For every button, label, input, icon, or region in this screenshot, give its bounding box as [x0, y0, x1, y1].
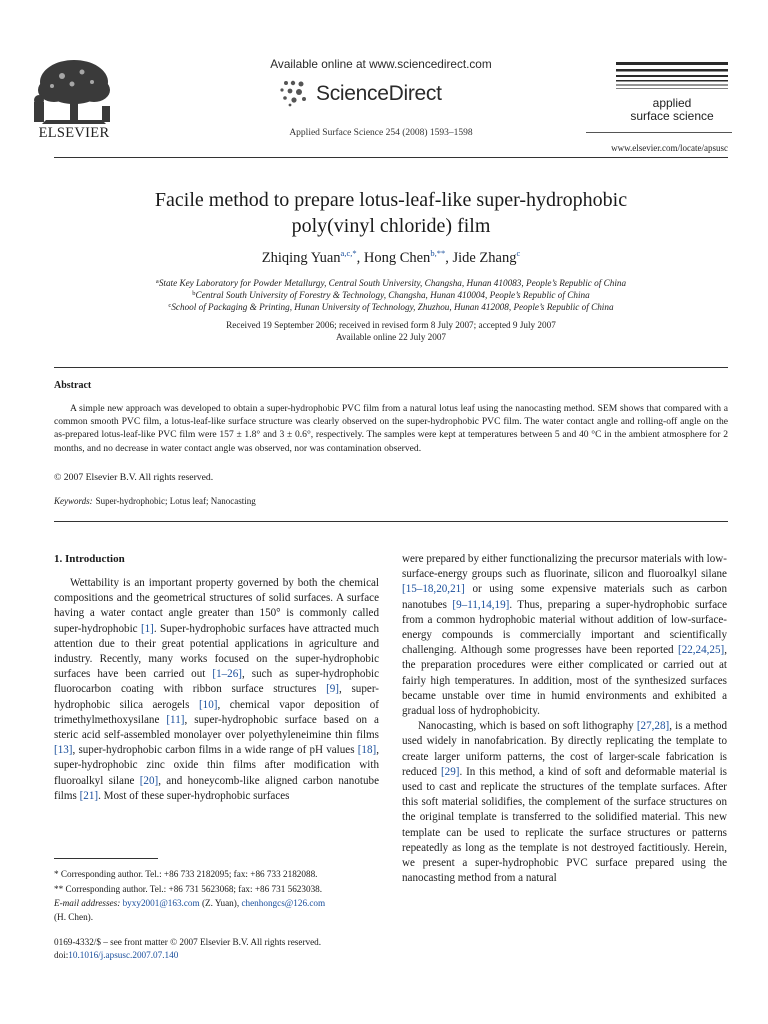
citation-link[interactable]: [18]: [357, 744, 377, 757]
doi-label: doi:: [54, 950, 69, 960]
keywords-text: Super-hydrophobic; Lotus leaf; Nanocasting: [95, 496, 256, 506]
citation-link[interactable]: [29]: [440, 765, 460, 778]
paragraph-text: Nanocasting, which is based on soft lithography: [418, 720, 637, 733]
email-label: E-mail addresses:: [54, 898, 121, 908]
abstract-copyright: © 2007 Elsevier B.V. All rights reserved.: [54, 472, 214, 483]
available-online-text[interactable]: Available online at www.sciencedirect.com: [270, 57, 492, 71]
author-affiliation-mark[interactable]: c: [516, 248, 521, 258]
affiliation-mark: c: [168, 302, 172, 309]
abstract-divider-top: [54, 367, 728, 368]
paragraph-text: . In this method, a kind of soft and deformable material is used to cast and replicate the structures of the template surfaces. After this soft material solidifies, the complement of the surface structures on the original template is transferred to the solidified material. This new template can be used to replicate the surface structures or patterns repeatedly as long as the template is not destroyed factitiously. Herein, we present a super-hydrophobic PVC surface prepared using the nanocasting method from a natural: [402, 765, 727, 885]
paragraph: [54, 576, 379, 804]
paragraph-text: , super-hydrophobic zinc oxide thin films after modification with fluoroalkyl silane: [54, 744, 379, 787]
paragraph-text: . Thus, preparing a super-hydrophobic surface from a common hydrophobic material without addition of low-surface-energy compounds is commercially important and scientifically challenging. Although some progresses have been reported: [402, 598, 727, 657]
author-affiliation-mark[interactable]: a,c,*: [340, 248, 357, 258]
footnote-divider: [54, 858, 158, 859]
affiliation-b: [54, 290, 728, 300]
available-online-date: Available online 22 July 2007: [335, 332, 447, 342]
affiliation-c: [54, 302, 728, 312]
article-title-line1: Facile method to prepare lotus-leaf-like super-hydrophobic: [154, 189, 628, 211]
paragraph-text: , chemical vapor deposition of trimethylmethoxysilane: [54, 698, 379, 726]
author-name: Jide Zhang: [452, 250, 517, 266]
paragraph-text: , super-hydrophobic silica aerogels: [54, 683, 379, 711]
email-link[interactable]: chenhongcs@126.com: [241, 898, 326, 908]
affiliation-text: School of Packaging & Printing, Hunan University of Technology, Zhuzhou, Hunan 412008, People’s Republic of China: [171, 302, 614, 312]
citation-link[interactable]: [11]: [166, 713, 185, 726]
sciencedirect-wordmark: ScienceDirect: [316, 82, 442, 105]
citation-link[interactable]: [27,28]: [636, 720, 670, 733]
article-title-line2: poly(vinyl chloride) film: [291, 215, 491, 237]
citation-link[interactable]: [9]: [326, 683, 339, 696]
author-list: [54, 248, 728, 267]
paragraph-text: . Most of these super-hydrophobic surfaces: [98, 789, 290, 802]
journal-url-link[interactable]: www.elsevier.com/locate/apsusc: [611, 143, 728, 153]
citation-link[interactable]: [10]: [198, 698, 218, 711]
paragraph: [402, 552, 727, 719]
email-link[interactable]: byxy2001@163.com: [122, 898, 200, 908]
abstract-divider-bottom: [54, 521, 728, 522]
elsevier-wordmark: ELSEVIER: [38, 125, 110, 141]
right-column: [402, 552, 727, 886]
doi-link[interactable]: 10.1016/j.apsusc.2007.07.140: [68, 950, 179, 960]
citation-link[interactable]: [20]: [139, 774, 159, 787]
author-affiliation-mark[interactable]: b,**: [430, 248, 446, 258]
paragraph-text: or using some expensive materials such as carbon nanotubes: [402, 583, 727, 611]
abstract-heading: Abstract: [54, 380, 92, 391]
footnote-emails: [54, 897, 384, 909]
issn-line: 0169-4332/$ – see front matter © 2007 Elsevier B.V. All rights reserved.: [54, 937, 322, 947]
citation-link[interactable]: [1]: [140, 622, 154, 635]
keywords: [54, 496, 256, 506]
sciencedirect-dots-icon: [276, 79, 316, 107]
author-name: Hong Chen: [363, 250, 431, 266]
paragraph-text: Wettability is an important property governed by both the chemical compositions and the geometrical structures of solid surfaces. A surface having a water contact angle greater than 150° is commonly called super-hydrophobic: [54, 577, 379, 635]
paragraph-text: , is a method used widely in nanofabrication. By directly replicating the template to create larger uniform patterns, the cost of larger-scale fabrication is reduced: [402, 720, 727, 778]
header-divider: [54, 157, 728, 158]
left-column: [54, 576, 379, 804]
affiliation-mark: a: [155, 278, 159, 285]
citation-link[interactable]: [22,24,25]: [678, 644, 725, 657]
author-separator: ,: [356, 250, 364, 266]
journal-logo-line1: applied: [652, 96, 692, 110]
footnote-corresponding-2: ** Corresponding author. Tel.: +86 731 5623068; fax: +86 731 5623038.: [54, 884, 323, 894]
journal-reference: Applied Surface Science 254 (2008) 1593–1598: [289, 128, 473, 138]
citation-link[interactable]: [9–11,14,19]: [452, 598, 510, 611]
journal-logo-rule: [586, 132, 732, 133]
paragraph-text: . Super-hydrophobic surfaces have attracted much attention due to their great potential applications in agriculture and industry. Recently, many works focused on the super-hydrophobic surfaces have been carried out: [54, 622, 379, 681]
abstract-body: A simple new approach was developed to obtain a super-hydrophobic PVC film from a natural lotus leaf using the nanocasting method. SEM shows that compared with a common smooth PVC film, a lotus-leaf-like surface structure was clearly observed on the super-hydrophobic PVC film. The water contact angle and rolling-off angle on the as-prepared lotus-leaf-like PVC film were 157 ± 1.8° and 3 ± 0.6°, respectively. The samples were kept at temperatures between 5 and 40 °C in the ambient atmosphere for 2 months, and no decrease in water contact angle was observed, nor was contamination observed.: [54, 403, 728, 454]
paragraph-text: , the preparation procedures were either complicated or carried out at fairly high temperatures. In addition, most of the synthesized surfaces became unstable over time in humid environments and exhibited a gradual loss of hydrophobicity.: [402, 644, 727, 718]
received-dates: Received 19 September 2006; received in revised form 8 July 2007; accepted 9 July 2007: [226, 320, 556, 330]
paragraph-text: , super-hydrophobic surface based on a steric acid self-assembled monolayer over polyethyleneimine thin films: [54, 713, 379, 742]
affiliation-mark: b: [192, 290, 196, 297]
keywords-label: Keywords:: [54, 496, 93, 506]
author-separator: ,: [445, 250, 453, 266]
citation-link[interactable]: [21]: [79, 789, 99, 802]
footnote-corresponding-1: * Corresponding author. Tel.: +86 733 2182095; fax: +86 733 2182088.: [54, 869, 318, 879]
citation-link[interactable]: [13]: [54, 744, 73, 757]
affiliation-a: [54, 278, 728, 288]
paragraph-text: , super-hydrophobic carbon films in a wide range of pH values: [72, 744, 358, 757]
paragraph-text: were prepared by either functionalizing the precursor materials with low-surface-energy groups such as fluorinate, silicon and fluoroalkyl silane: [402, 553, 727, 581]
footnote-email-owner: (H. Chen).: [54, 912, 94, 922]
journal-logo-line2: surface science: [630, 109, 714, 123]
doi-line: [54, 950, 178, 960]
email-owner: (Z. Yuan),: [201, 898, 240, 908]
affiliation-text: Central South University of Forestry & Technology, Changsha, Hunan 410004, People’s Republic of China: [195, 290, 590, 300]
author-name: Zhiqing Yuan: [261, 250, 341, 266]
citation-link[interactable]: [15–18,20,21]: [402, 583, 465, 596]
affiliation-text: State Key Laboratory for Powder Metallurgy, Central South University, Changsha, Hunan 410083, People’s Republic of China: [158, 278, 627, 288]
journal-logo-lines-icon: [616, 60, 728, 90]
citation-link[interactable]: [1–26]: [212, 668, 242, 681]
section-heading: 1. Introduction: [54, 553, 125, 565]
paragraph: [402, 719, 727, 886]
paragraph-text: , and honeycomb-like aligned carbon nanotube films: [54, 774, 379, 802]
paragraph-text: , such as super-hydrophobic fluorocarbon coating with ribbon surface structures: [54, 668, 380, 696]
